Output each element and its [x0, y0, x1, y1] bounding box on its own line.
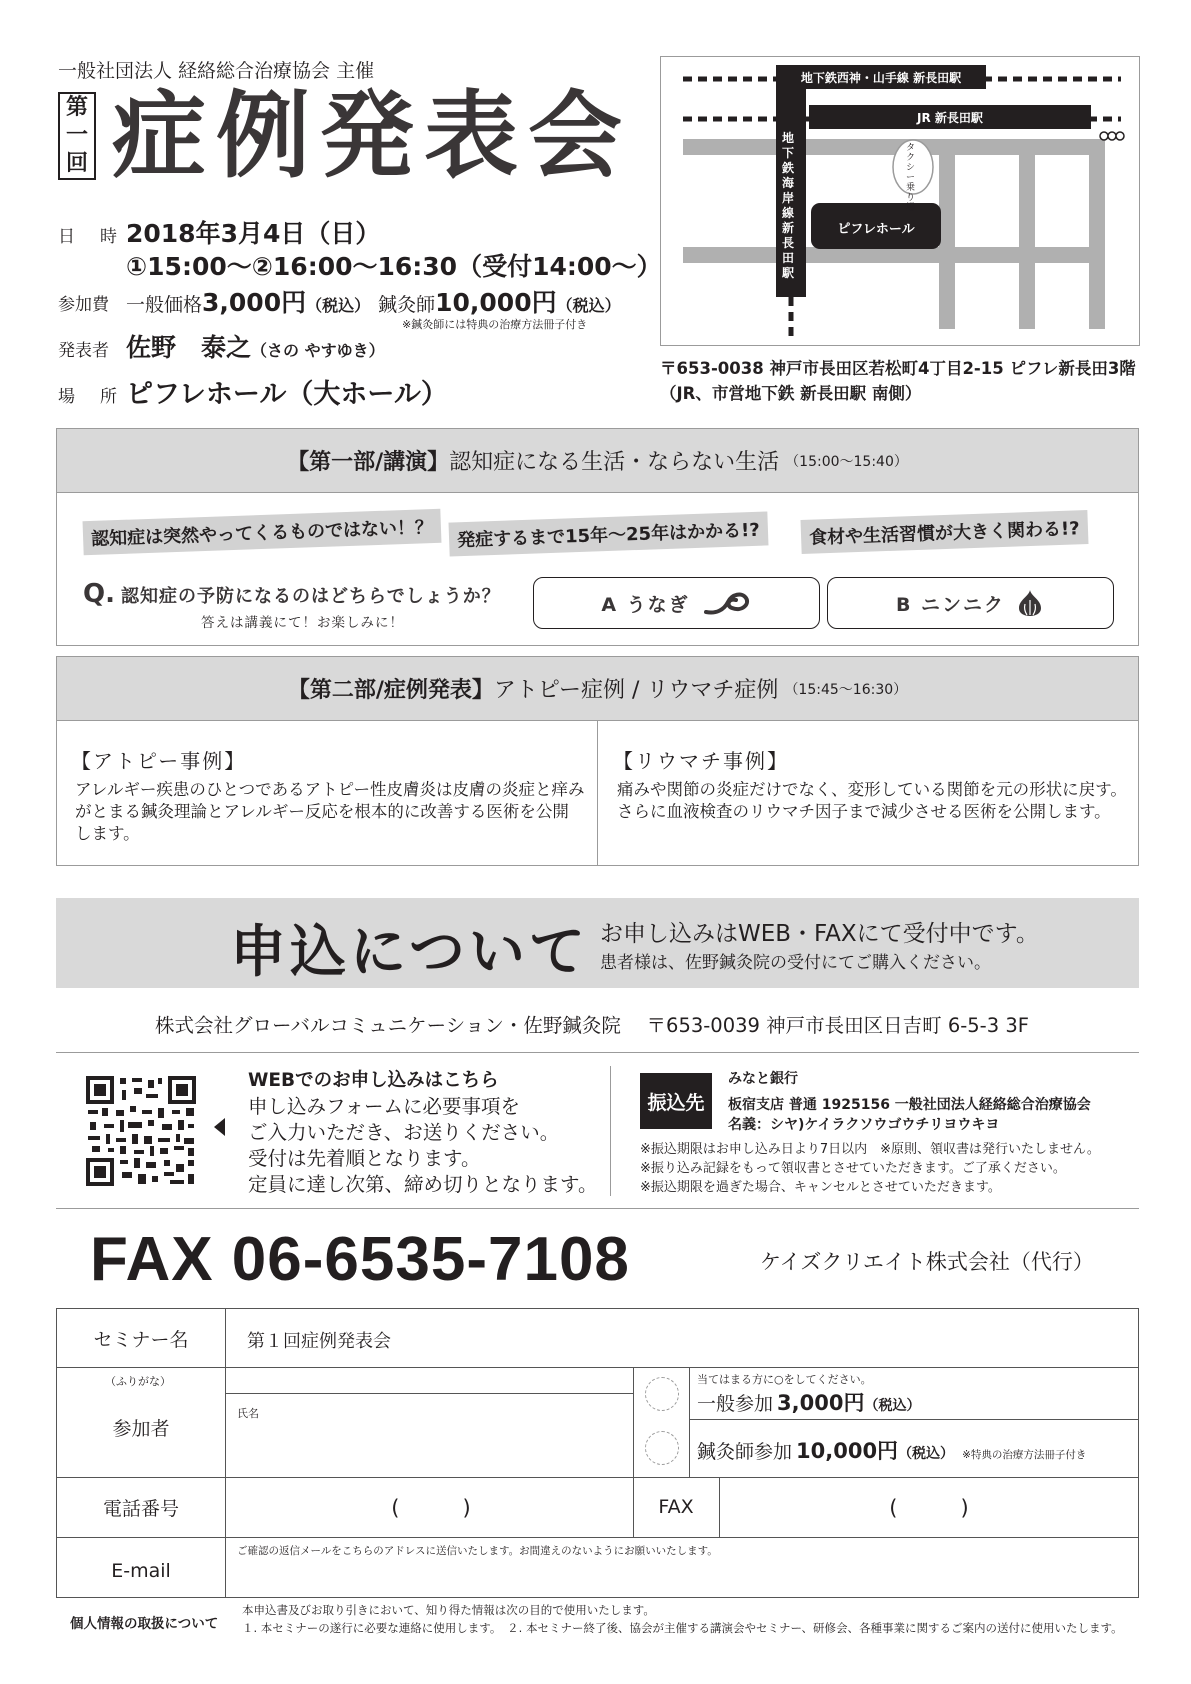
application-form: [56, 1308, 1139, 1598]
presenter-name: 佐野 泰之: [126, 333, 252, 362]
seminar-value: 第１回症例発表会: [247, 1331, 391, 1352]
edition-char-1: 第: [65, 95, 88, 120]
question-row: [83, 579, 501, 609]
fee-general-tax: （税込）: [306, 296, 371, 315]
apply-subtitle-2: 患者様は、佐野鍼灸院の受付にてご購入ください。: [600, 953, 991, 973]
fee-label: 参加費: [58, 295, 109, 315]
venue-label: 場 所: [58, 387, 121, 407]
address-line-1: 〒653-0038 神戸市長田区若松町4丁目2-15 ピフレ新長田3階: [660, 359, 1136, 378]
page-title: 症例発表会: [112, 81, 633, 191]
furigana-input[interactable]: [233, 1371, 631, 1391]
choice-note: 当てはまる方に○をしてください。: [697, 1373, 872, 1386]
phone-input[interactable]: ( ): [391, 1496, 471, 1520]
map-jr-station-label: JR 新長田駅: [917, 111, 983, 125]
part2-title-bracket: 【第二部/症例発表】: [287, 678, 494, 703]
seminar-label: セミナー名: [93, 1328, 189, 1351]
privacy-label: 個人情報の取扱について: [70, 1616, 219, 1632]
bank-note-3: ※振込期限を過ぎた場合、キャンセルとさせていただきます。: [640, 1180, 1001, 1195]
part2-title-text: アトピー症例 / リウマチ症例: [493, 678, 779, 703]
web-apply-block: [248, 1068, 597, 1198]
map-taxi-label: タクシー乗り場: [906, 143, 916, 213]
furigana-label: （ふりがな）: [105, 1375, 171, 1388]
company-info: 株式会社グローバルコミュニケーション・佐野鍼灸院 〒653-0039 神戸市長田区日吉町 6-5-3 3F: [155, 1014, 1029, 1037]
time-value: ①15:00〜②16:00〜16:30（受付14:00〜）: [126, 252, 662, 281]
map-drawing: [661, 57, 1141, 347]
bank-name: みなと銀行: [728, 1071, 798, 1087]
option-general: [697, 1387, 920, 1417]
part1-section: [56, 428, 1139, 646]
presenter-label: 発表者: [58, 341, 109, 361]
access-map: [660, 56, 1140, 346]
web-heading: WEBでのお申し込みはこちら: [248, 1070, 499, 1091]
eel-icon: [702, 588, 752, 618]
privacy-line-2: １. 本セミナーの遂行に必要な連絡に使用します。 ２. 本セミナー終了後、協会が主催する講演会やセミナー、研修会、各種事業に関するご案内の送付に使用いたします。: [242, 1621, 1123, 1635]
part2-section: [56, 656, 1139, 866]
opt1-prefix: 一般参加: [697, 1393, 774, 1415]
option-acupuncturist-circle[interactable]: [645, 1431, 679, 1465]
fee-row: [126, 283, 621, 319]
rheuma-title: 【リウマチ事例】: [613, 749, 789, 773]
map-subway-station-label: 地下鉄西神・山手線 新長田駅: [800, 71, 962, 85]
question-text: 認知症の予防になるのはどちらでしょうか？: [120, 586, 501, 607]
part1-title-text: 認知症になる生活・ならない生活: [449, 450, 780, 475]
question-mark: Q.: [83, 579, 115, 609]
opt2-note: ※特典の治療方法冊子付き: [962, 1449, 1087, 1461]
catch-copy-3: 食材や生活習慣が大きく関わる!?: [800, 510, 1088, 554]
opt2-price: 10,000円: [796, 1439, 899, 1463]
map-venue-label: ピフレホール: [837, 222, 915, 237]
arrow-left-icon: [214, 1118, 225, 1136]
divider-line-2: [56, 1208, 1139, 1209]
choice-b-garlic: [827, 577, 1114, 629]
fee-acu-price: 10,000円: [435, 288, 557, 317]
choice-a-eel: [533, 577, 820, 629]
address-line-2: （JR、市営地下鉄 新長田駅 南側）: [660, 384, 922, 403]
apply-subtitle-1: お申し込みはWEB・FAXにて受付中です。: [600, 921, 1039, 947]
web-line-4: 定員に達し次第、締め切りとなります。: [248, 1173, 598, 1196]
map-kaigan-line-label: 地下鉄海岸線 新長田駅: [782, 131, 795, 280]
web-bank-divider: [610, 1066, 611, 1196]
opt1-price: 3,000円: [777, 1391, 865, 1415]
part1-title-bracket: 【第一部/講演】: [287, 450, 450, 475]
fee-acu-tax: （税込）: [556, 296, 621, 315]
email-label: E-mail: [111, 1560, 171, 1582]
date-value: 2018年3月4日（日）: [126, 219, 381, 248]
divider-line: [56, 1052, 1139, 1053]
venue-address: [660, 356, 1136, 406]
fee-general-prefix: 一般価格: [126, 294, 203, 316]
fee-general-price: 3,000円: [202, 288, 307, 317]
opt2-prefix: 鍼灸師参加: [697, 1441, 793, 1463]
bank-label: 振込先: [640, 1073, 712, 1129]
bank-note-2: ※振り込み記録をもって領収書とさせていただきます。ご了承ください。: [640, 1161, 1066, 1176]
part2-time: （15:45〜16:30）: [784, 681, 908, 698]
part1-header: [57, 429, 1138, 493]
web-line-1: 申し込みフォームに必要事項を: [248, 1095, 521, 1118]
edition-char-3: 回: [65, 151, 88, 176]
participant-label: 参加者: [112, 1417, 170, 1440]
date-label: 日 時: [58, 227, 121, 247]
privacy-line-1: 本申込書及びお取り引きにおいて、知り得た情報は次の目的で使用いたします。: [242, 1603, 655, 1617]
part2-divider: [597, 721, 598, 866]
catch-copy-2: 発症するまで15年〜25年はかかる!?: [449, 511, 769, 556]
fee-note: ※鍼灸師には特典の治療方法冊子付き: [402, 318, 588, 331]
part1-time: （15:00〜15:40）: [785, 453, 908, 470]
email-note: ご確認の返信メールをこちらのアドレスに送信いたします。お間違えのないようにお願いいたします。: [237, 1545, 718, 1557]
choice-a-label: A うなぎ: [601, 593, 690, 616]
edition-char-2: 一: [65, 123, 88, 148]
web-line-3: 受付は先着順となります。: [248, 1147, 481, 1170]
fax-input[interactable]: ( ): [889, 1496, 969, 1520]
email-input[interactable]: [233, 1559, 1133, 1593]
fax-label: FAX: [658, 1496, 694, 1518]
name-input[interactable]: [233, 1421, 631, 1473]
garlic-icon: [1015, 588, 1045, 618]
fee-acu-prefix: 鍼灸師: [378, 294, 436, 316]
fax-number: FAX 06-6535-7108: [90, 1225, 630, 1294]
opt1-tax: （税込）: [864, 1398, 921, 1414]
bank-holder: 名義：シヤ)ケイラクソウゴウチリヨウキヨ: [728, 1117, 1000, 1133]
phone-label: 電話番号: [102, 1497, 179, 1520]
option-acupuncturist: [697, 1435, 1086, 1465]
rheuma-text: 痛みや関節の炎症だけでなく、変形している関節を元の形状に戻す。さらに血液検査のリウマチ因子まで減少させる医術を公開します。: [617, 780, 1127, 821]
atopy-title: 【アトピー事例】: [71, 749, 247, 773]
part2-header: [57, 657, 1138, 721]
edition-badge: [58, 92, 96, 180]
fax-agent: ケイズクリエイト株式会社（代行）: [760, 1250, 1094, 1274]
option-general-circle[interactable]: [645, 1377, 679, 1411]
name-label: 氏名: [237, 1407, 259, 1420]
apply-title: 申込について: [230, 920, 589, 985]
venue-value: ピフレホール（大ホール）: [126, 379, 448, 410]
opt2-tax: （税込）: [898, 1446, 955, 1462]
qr-code[interactable]: [86, 1076, 196, 1186]
presenter-kana: （さの やすゆき）: [251, 341, 385, 360]
organizer-text: 一般社団法人 経絡総合治療協会 主催: [58, 60, 375, 82]
presenter-row: [126, 328, 385, 364]
bank-account: 板宿支店 普通 1925156 一般社団法人経絡総合治療協会: [728, 1097, 1091, 1113]
atopy-text: アレルギー疾患のひとつであるアトピー性皮膚炎は皮膚の炎症と痒みがとまる鍼灸理論とアレルギー反応を根本的に改善する医術を公開します。: [75, 780, 585, 843]
catch-copy-1: 認知症は突然やってくるものではない！？: [83, 509, 442, 555]
web-line-2: ご入力いただき、お送りください。: [248, 1121, 560, 1144]
choice-b-label: B ニンニク: [895, 593, 1006, 616]
bank-note-1: ※振込期限はお申し込み日より7日以内 ※原則、領収書は発行いたしません。: [640, 1142, 1100, 1157]
answer-note: 答えは講義にて！お楽しみに！: [201, 615, 404, 631]
